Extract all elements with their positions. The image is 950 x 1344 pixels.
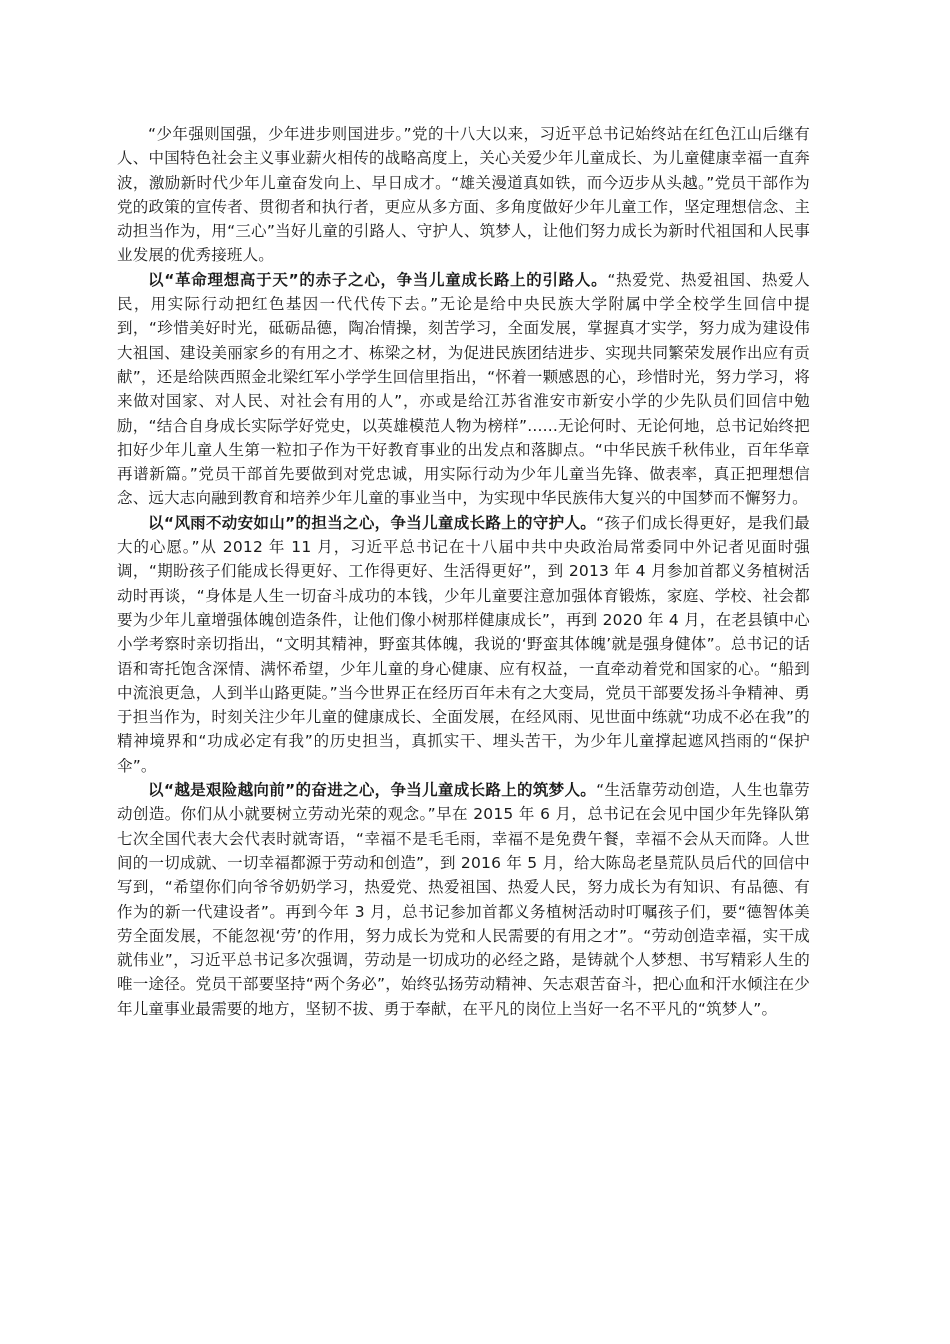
paragraph-text: “热爱党、热爱祖国、热爱人民，用实际行动把红色基因一代代传下去。”无论是给中央民族大学附属中学全校学生回信中提到，“珍惜美好时光，砥砺品德，陶冶情操，刻苦学习，全面发展，掌握真才实学，努力成为建设伟大祖国、建设美丽家乡的有用之才、栋梁之材，为促进民族团结进步、实现共同繁荣发展作出应有贡献”，还是给陕西照金北梁红军小学学生回信里指出，“怀着一颗感恩的心，珍惜时光，努力学习，将来做对国家、对人民、对社会有用的人”，亦或是给江苏省淮安市新安小学的少先队员们回信中勉励，“结合自身成长实际学好党史，以英雄模范人物为榜样”......无论何时、无论何地，总书记始终把扣好少年儿童人生第一粒扣子作为干好教育事业的出发点和落脚点。“中华民族千秋伟业，百年华章再谱新篇。”党员干部首先要做到对党忠诚，用实际行动为少年儿童当先锋、做表率，真正把理想信念、远大志向融到教育和培养少年儿童的事业当中，为实现中华民族伟大复兴的中国梦而不懈努力。 [117,270,810,508]
document-body [117,122,810,1021]
paragraph-text: “孩子们成长得更好，是我们最大的心愿。”从 2012 年 11 月，习近平总书记在十八届中共中央政治局常委同中外记者见面时强调，“期盼孩子们能成长得更好、工作得更好、生活得更好”，到 2013 年 4 月参加首都义务植树活动时再谈，“身体是人生一切奋斗成功的本钱，少年儿童要注意加强体育锻炼，家庭、学校、社会都要为少年儿童增强体魄创造条件，让他们像小树那样健康成长”，再到 2020 年 4 月，在老县镇中心小学考察时亲切指出，“文明其精神，野蛮其体魄，我说的‘野蛮其体魄’就是强身健体”。总书记的话语和寄托饱含深情、满怀希望，少年儿童的身心健康、应有权益，一直牵动着党和国家的心。“船到中流浪更急，人到半山路更陡。”当今世界正在经历百年未有之大变局，党员干部要发扬斗争精神、勇于担当作为，时刻关注少年儿童的健康成长、全面发展，在经风雨、见世面中练就“功成不必在我”的精神境界和“功成必定有我”的历史担当，真抓实干、埋头苦干，为少年儿童撑起遮风挡雨的“保护伞”。 [117,513,810,775]
paragraph-lead: 以“越是艰险越向前”的奋进之心，争当儿童成长路上的筑梦人。 [148,781,597,800]
paragraph-dreambuilder [117,778,810,1021]
paragraph-lead: 以“风雨不动安如山”的担当之心，争当儿童成长路上的守护人。 [148,513,597,532]
paragraph-text: “生活靠劳动创造，人生也靠劳动创造。你们从小就要树立劳动光荣的观念。”早在 2015 年 6 月，总书记在会见中国少年先锋队第七次全国代表大会代表时就寄语，“幸福不是毛毛雨，幸福不是免费午餐，幸福不会从天而降。人世间的一切成就、一切幸福都源于劳动和创造”，到 2016 年 5 月，给大陈岛老垦荒队员后代的回信中写到，“希望你们向爷爷奶奶学习，热爱党、热爱祖国、热爱人民，努力成长为有知识、有品德、有作为的新一代建设者”。再到今年 3 月，总书记参加首都义务植树活动时叮嘱孩子们，要“德智体美劳全面发展，不能忽视‘劳’的作用，努力成长为党和人民需要的有用之才”。“劳动创造幸福，实干成就伟业”，习近平总书记多次强调，劳动是一切成功的必经之路，是铸就个人梦想、书写精彩人生的唯一途径。党员干部要坚持“两个务必”，始终弘扬劳动精神、矢志艰苦奋斗，把心血和汗水倾注在少年儿童事业最需要的地方，坚韧不拔、勇于奉献，在平凡的岗位上当好一名不平凡的“筑梦人”。 [117,781,810,1018]
paragraph-text: “少年强则国强，少年进步则国进步。”党的十八大以来，习近平总书记始终站在红色江山后继有人、中国特色社会主义事业薪火相传的战略高度上，关心关爱少年儿童成长、为儿童健康幸福一直奔波，激励新时代少年儿童奋发向上、早日成才。“雄关漫道真如铁，而今迈步从头越。”党员干部作为党的政策的宣传者、贯彻者和执行者，更应从多方面、多角度做好少年儿童工作，坚定理想信念、主动担当作为，用“三心”当好儿童的引路人、守护人、筑梦人，让他们努力成长为新时代祖国和人民事业发展的优秀接班人。 [117,125,810,265]
paragraph-guardian [117,511,810,778]
paragraph-lead: 以“革命理想高于天”的赤子之心，争当儿童成长路上的引路人。 [148,270,608,289]
paragraph-intro [117,122,810,268]
paragraph-guide [117,268,810,511]
